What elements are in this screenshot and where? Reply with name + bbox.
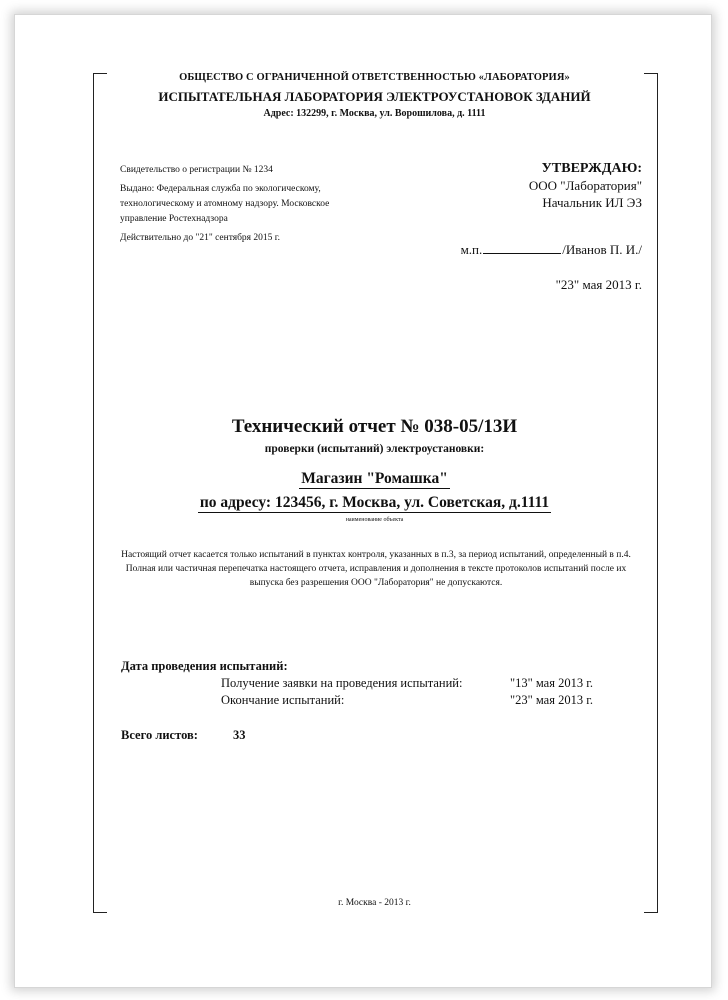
test-date-value: "13" мая 2013 г. — [510, 676, 594, 690]
footer-place-year: г. Москва - 2013 г. — [338, 898, 411, 908]
certificate-issued-line: технологическому и атомному надзору. Московское — [120, 199, 330, 209]
approval-block — [422, 160, 642, 211]
report-title: Технический отчет № 038-05/13И — [231, 416, 518, 437]
org-name: ОБЩЕСТВО С ОГРАНИЧЕННОЙ ОТВЕТСТВЕННОСТЬЮ «ЛАБОРАТОРИЯ» — [179, 72, 570, 83]
signature-line — [461, 242, 642, 258]
approval-company: ООО "Лаборатория" — [528, 178, 642, 193]
test-date-label: Получение заявки на проведения испытаний: — [221, 676, 463, 690]
approval-position: Начальник ИЛ ЭЗ — [542, 195, 642, 210]
total-sheets-value: 33 — [233, 728, 246, 742]
stamp-label: м.п. — [460, 242, 483, 257]
lab-name: ИСПЫТАТЕЛЬНАЯ ЛАБОРАТОРИЯ ЭЛЕКТРОУСТАНОВОК ЗДАНИЙ — [158, 89, 591, 104]
approval-title: УТВЕРЖДАЮ: — [541, 161, 642, 176]
certificate-issued-line: Выдано: Федеральная служба по экологическому, — [120, 184, 321, 194]
object-caption: наименование объекта — [345, 517, 404, 523]
report-notice: Настоящий отчет касается только испытаний в пунктах контроля, указанных в п.3, за период испытаний, определенный в п.4. Полная или частичная перепечатка настоящего отчета, исправления и дополнения в тексте протоколов испытаний после их выпуска без разрешения ООО "Лаборатория" не допускаются. — [121, 550, 631, 588]
certificate-valid-until: Действительно до "21" сентября 2015 г. — [120, 233, 281, 243]
certificate-block — [120, 163, 400, 246]
test-date-value: "23" мая 2013 г. — [510, 693, 594, 707]
approval-date: "23" мая 2013 г. — [555, 277, 642, 292]
report-subtitle: проверки (испытаний) электроустановки: — [264, 443, 485, 455]
frame-corner — [644, 912, 658, 913]
object-name: Магазин "Ромашка" — [301, 470, 448, 487]
object-address: по адресу: 123456, г. Москва, ул. Советская, д.1111 — [199, 494, 550, 511]
signature-field — [483, 243, 561, 254]
test-dates-heading: Дата проведения испытаний: — [121, 659, 288, 673]
test-date-label: Окончание испытаний: — [221, 693, 345, 707]
total-sheets-label: Всего листов: — [121, 728, 198, 742]
frame-corner — [93, 912, 107, 913]
lab-address: Адрес: 132299, г. Москва, ул. Ворошилова, д. 1111 — [263, 108, 486, 119]
signer-name: /Иванов П. И./ — [562, 242, 642, 257]
object-address-row — [93, 494, 656, 513]
object-name-row — [93, 470, 656, 489]
certificate-issued-line: управление Ростехнадзора — [120, 214, 228, 224]
certificate-registration: Свидетельство о регистрации № 1234 — [120, 165, 273, 175]
